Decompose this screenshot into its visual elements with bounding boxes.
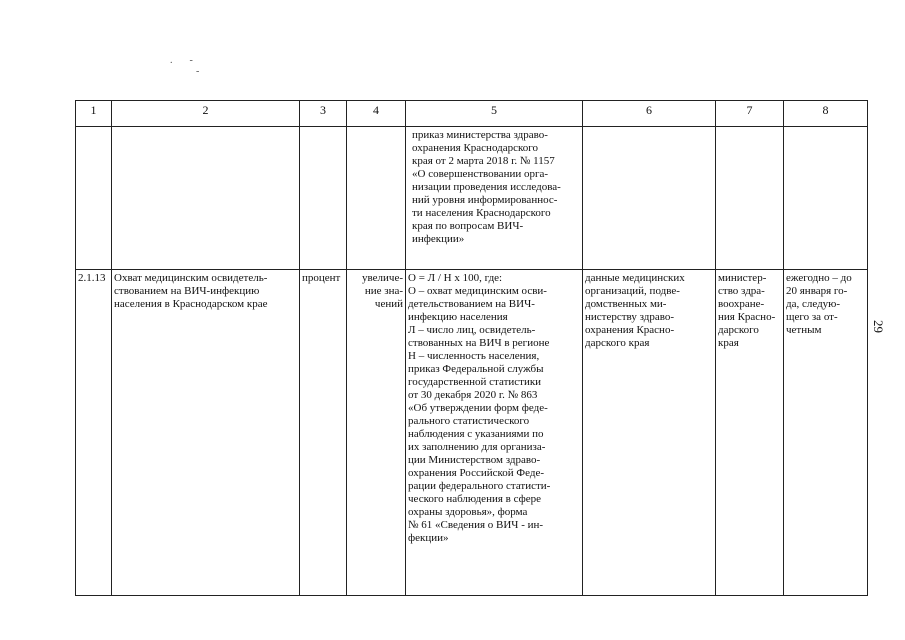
empty-cell	[716, 127, 784, 270]
empty-cell	[347, 127, 406, 270]
unit-cell: процент	[300, 270, 347, 596]
indicators-table	[75, 100, 868, 596]
period-cell: ежегодно – до 20 января го- да, следую- щего за от- четным	[784, 270, 868, 596]
column-header-1: 1	[76, 101, 112, 127]
empty-cell	[112, 127, 300, 270]
column-header-3: 3	[300, 101, 347, 127]
empty-cell	[76, 127, 112, 270]
indicator-name-cell: Охват медицинским освидетель- ствованием на ВИЧ-инфекцию населения в Краснодарском крае	[112, 270, 300, 596]
page-number: 29	[871, 320, 886, 333]
method-cell: О = Л / Н х 100, где: О – охват медицинским осви- детельствованием на ВИЧ- инфекцию населения Л – число лиц, освидетель- ствованных на ВИЧ в регионе Н – численность населения, приказ Федеральной службы государственной статистики от 30 декабря 2020 г. № 863 «Об утверждении форм феде- рального статистического наблюдения с указаниями по их заполнению для организа- ции Министерством здраво- охранения Российской Феде- рации федерального статисти- ческого наблюдения в сфере охраны здоровья», форма № 61 «Сведения о ВИЧ - ин- фекции»	[406, 270, 583, 596]
table-row-continuation	[76, 127, 868, 270]
method-continuation-cell: приказ министерства здраво- охранения Краснодарского края от 2 марта 2018 г. № 1157 «О совершенствовании орга- низации проведения исследова- ний уровня информированнос- ти населения Краснодарского края по вопросам ВИЧ- инфекции»	[406, 127, 583, 270]
source-cell: данные медицинских организаций, подве- домственных ми- нистерству здраво- охранения Красно- дарского края	[583, 270, 716, 596]
empty-cell	[784, 127, 868, 270]
empty-cell	[583, 127, 716, 270]
responsible-cell: министер- ство здра- воохране- ния Красно- дарского края	[716, 270, 784, 596]
indicator-number-cell: 2.1.13	[76, 270, 112, 596]
header-row	[76, 101, 868, 127]
column-header-5: 5	[406, 101, 583, 127]
column-header-7: 7	[716, 101, 784, 127]
table-row-2-1-13	[76, 270, 868, 596]
column-header-2: 2	[112, 101, 300, 127]
column-header-4: 4	[347, 101, 406, 127]
empty-cell	[300, 127, 347, 270]
direction-cell: увеличе- ние зна- чений	[347, 270, 406, 596]
column-header-8: 8	[784, 101, 868, 127]
column-header-6: 6	[583, 101, 716, 127]
scan-specks: . - -	[170, 55, 204, 77]
